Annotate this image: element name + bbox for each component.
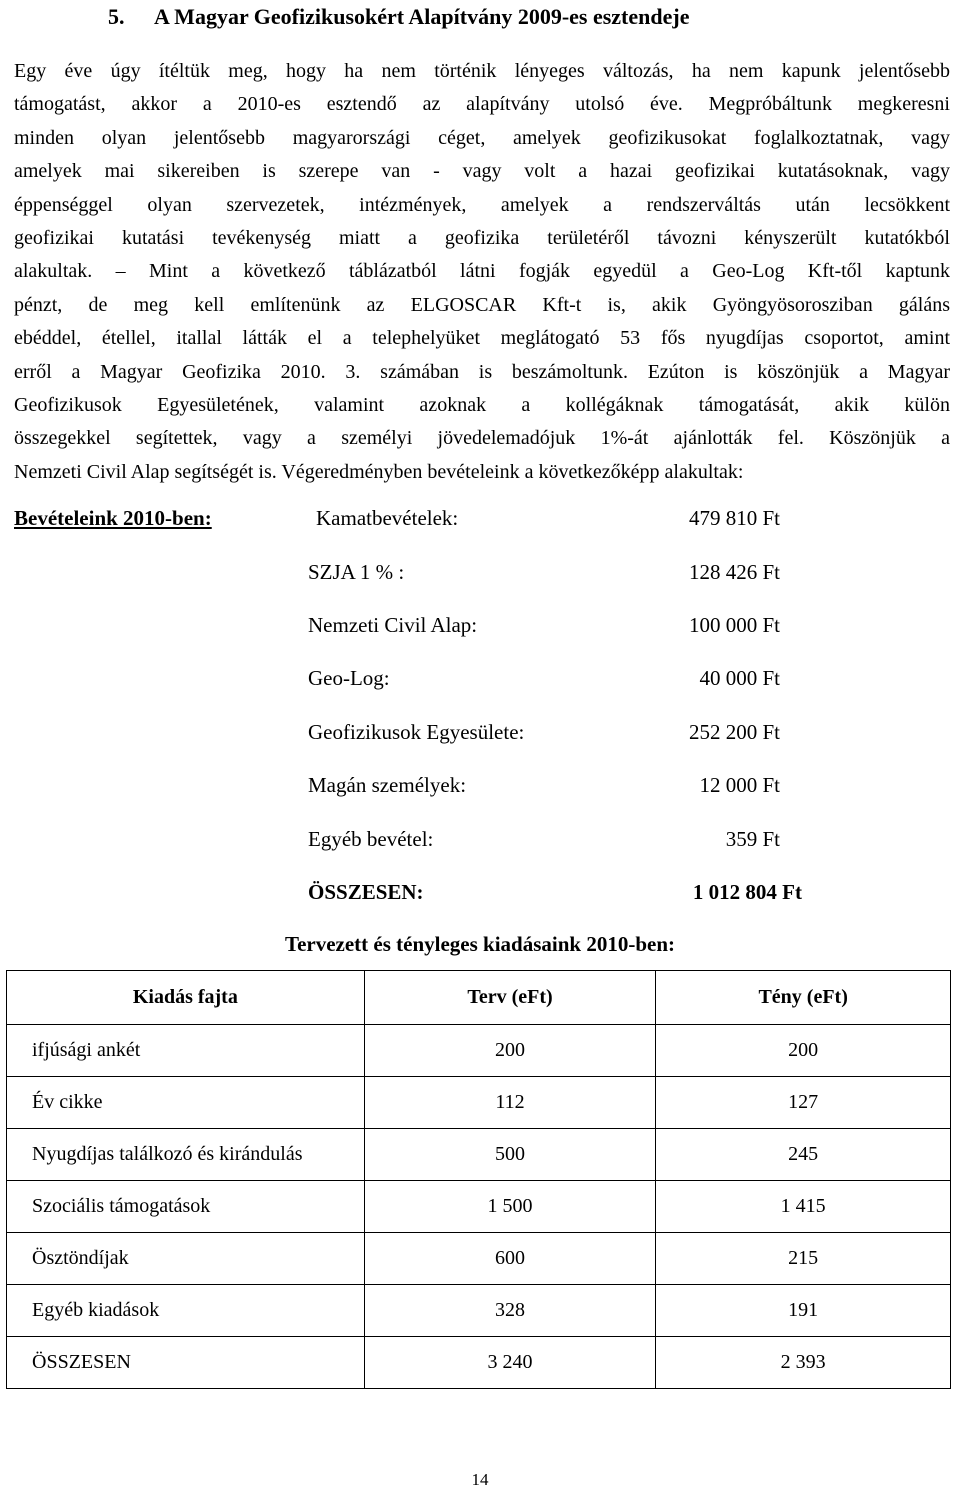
income-label: Geo-Log: [308, 666, 390, 690]
table-row [7, 1129, 951, 1181]
paragraph-line: geofizikai kutatási tevékenység miatt a geofizika területéről távozni kényszerült kutatókból [14, 227, 950, 250]
table-cell: Szociális támogatások [7, 1181, 365, 1233]
table-cell: 1 415 [656, 1181, 951, 1233]
table-cell: 191 [656, 1285, 951, 1337]
table-row [7, 1181, 951, 1233]
table-cell: 600 [364, 1233, 656, 1285]
income-label: Magán személyek: [308, 773, 467, 797]
income-label: Kamatbevételek: [316, 506, 459, 530]
table-cell: 1 500 [364, 1181, 656, 1233]
income-value: 479 810 Ft [688, 506, 780, 530]
paragraph-line: alakultak. – Mint a következő táblázatból látni fogják egyedül a Geo-Log Kft-től kaptunk [14, 260, 950, 283]
table-row [7, 1077, 951, 1129]
table-cell: 200 [364, 1025, 656, 1077]
table-header-row [7, 971, 951, 1025]
table-row [7, 1233, 951, 1285]
table-cell: Nyugdíjas találkozó és kirándulás [7, 1129, 365, 1181]
income-total-value: 1 012 804 Ft [692, 880, 802, 904]
table-cell: 245 [656, 1129, 951, 1181]
paragraph-line: éppenséggel olyan szervezetek, intézmények, amelyek a rendszerváltás után lecsökkent [14, 193, 950, 216]
income-label: Nemzeti Civil Alap: [308, 613, 478, 637]
income-value: 128 426 Ft [688, 560, 780, 584]
paragraph-line: ebéddel, étellel, itallal látták el a telephelyüket meglátogató 53 fős nyugdíjas csoportot, amint [14, 327, 950, 350]
income-title-text: Bevételeink 2010-ben: [14, 506, 212, 530]
table-cell: ÖSSZESEN [7, 1337, 365, 1389]
paragraph-line: Egy éve úgy ítéltük meg, hogy ha nem történik lényeges változás, ha nem kapunk jelentősebb [14, 60, 950, 82]
table-row [7, 1337, 951, 1389]
income-total-label: ÖSSZESEN: [308, 880, 424, 904]
income-value: 359 Ft [725, 827, 780, 851]
section-number: 5. [108, 4, 125, 29]
income-title [14, 506, 212, 531]
paragraph-line: Geofizikusok Egyesületének, valamint azoknak a kollégáknak támogatását, akik külön [14, 394, 950, 417]
paragraph-line: erről a Magyar Geofizika 2010. 3. számában is beszámoltunk. Ezúton is köszönjük a Magyar [14, 360, 950, 383]
income-label: Geofizikusok Egyesülete: [308, 720, 525, 744]
income-value: 100 000 Ft [688, 613, 780, 637]
table-cell: ifjúsági ankét [7, 1025, 365, 1077]
paragraph-line: összegekkel segítettek, vagy a személyi jövedelemadójuk 1%-át ajánlották fel. Köszönjük a [14, 427, 950, 450]
table-cell: 112 [364, 1077, 656, 1129]
table-cell: 500 [364, 1129, 656, 1181]
paragraph-line: amelyek mai sikereiben is szerepe van - vagy volt a hazai geofizikai kutatásoknak, vagy [14, 160, 950, 183]
paragraph-line: Nemzeti Civil Alap segítségét is. Végeredményben bevételeink a következőképp alakultak: [14, 460, 744, 483]
income-label: Egyéb bevétel: [308, 827, 434, 851]
income-value: 252 200 Ft [688, 720, 780, 744]
expenses-table [6, 970, 951, 1389]
table-cell: Év cikke [7, 1077, 365, 1129]
body-paragraph [14, 55, 950, 489]
column-header: Tény (eFt) [656, 971, 951, 1025]
income-value: 12 000 Ft [699, 773, 780, 797]
page-number: 14 [471, 1470, 489, 1489]
table-cell: 328 [364, 1285, 656, 1337]
paragraph-line: támogatást, akkor a 2010-es esztendő az alapítvány utolsó éve. Megpróbáltunk megkeresni [14, 93, 950, 116]
column-header: Terv (eFt) [364, 971, 656, 1025]
column-header: Kiadás fajta [7, 971, 365, 1025]
table-cell: Ösztöndíjak [7, 1233, 365, 1285]
paragraph-line: minden olyan jelentősebb magyarországi céget, amelyek geofizikusokat foglalkoztatnak, vagy [14, 126, 950, 149]
table-cell: Egyéb kiadások [7, 1285, 365, 1337]
income-value: 40 000 Ft [699, 666, 780, 690]
table-row [7, 1025, 951, 1077]
income-label: SZJA 1 % : [308, 560, 405, 584]
table-cell: 200 [656, 1025, 951, 1077]
paragraph-line: pénzt, de meg kell említenünk az ELGOSCAR Kft-t is, akik Gyöngyösorosziban gáláns [14, 293, 950, 316]
table-cell: 3 240 [364, 1337, 656, 1389]
table-cell: 127 [656, 1077, 951, 1129]
table-cell: 2 393 [656, 1337, 951, 1389]
table-cell: 215 [656, 1233, 951, 1285]
table-row [7, 1285, 951, 1337]
section-title: A Magyar Geofizikusokért Alapítvány 2009-es esztendeje [154, 4, 690, 29]
expenses-title: Tervezett és tényleges kiadásaink 2010-ben: [284, 932, 676, 956]
